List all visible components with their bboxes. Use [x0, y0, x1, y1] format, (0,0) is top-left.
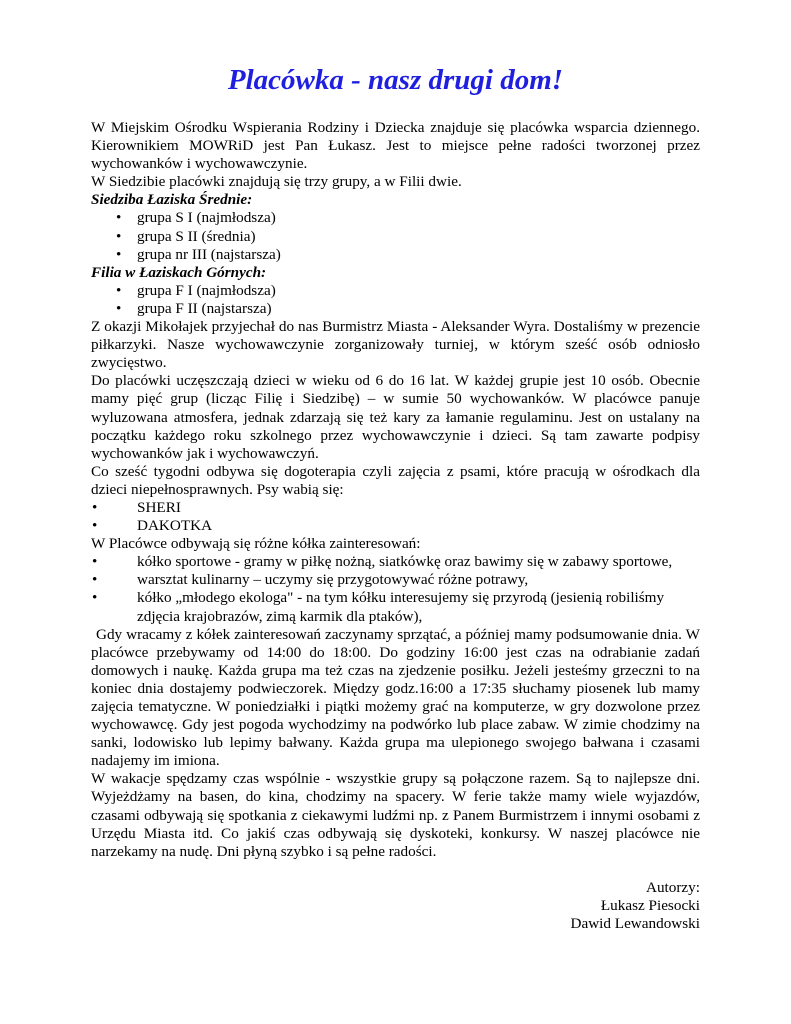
list-item: • grupa S II (średnia) — [91, 228, 700, 246]
dogoterapia-paragraph: Co sześć tygodni odbywa się dogoterapia czyli zajęcia z psami, które pracują w ośrodkach dla dzieci niepełnosprawnych. Psy wabią się: — [91, 462, 700, 498]
list-item: • warsztat kulinarny – uczymy się przygotowywać różne potrawy, — [91, 571, 700, 589]
children-paragraph: Do placówki uczęszczają dzieci w wieku od 6 do 16 lat. W każdej grupie jest 10 osób. Obecnie mamy pięć grup (licząc Filię i Siedzibę) – w sumie 50 wychowanków. W placówce panuje wyluzowana atmosfera, jednak zdarzają się też kary za łamanie regulaminu. Jest on ustalany na początku każdego roku szkolnego przez wychowawczynie i dzieci. Są tam zawarte podpisy wychowanków jak i wychowawczyń. — [91, 372, 700, 462]
daily-routine-paragraph: Gdy wracamy z kółek zainteresowań zaczynamy sprzątać, a później mamy podsumowanie dnia. W placówce przebywamy od 14:00 do 18:00. Do godziny 16:00 jest czas na odrabianie zadań domowych i naukę. Każda grupa ma też czas na zjedzenie posiłku. Jeżeli jesteśmy grzeczni to na koniec dnia dostajemy podwieczorek. Między godz.16:00 a 17:35 słuchamy piosenek lub mamy zajęcia tematyczne. W poniedziałki i piątki możemy grać na komputerze, w gry dozwolone przez wychowawcę. Gdy jest pogoda wychodzimy na podwórko lub place zabaw. W zimie chodzimy na sanki, lodowisko lub lepimy bałwany. Każda grupa ma ulepionego swojego bałwana i czasami nadajemy im imiona. — [91, 625, 700, 770]
authors-label: Autorzy: — [646, 878, 700, 896]
list-item: • kółko sportowe - gramy w piłkę nożną, siatkówkę oraz bawimy się w zabawy sportowe, — [91, 553, 700, 571]
dog-list — [91, 499, 700, 535]
article-body — [91, 119, 700, 933]
page-title: Placówka - nasz drugi dom! — [227, 64, 564, 96]
filia-group-list — [91, 282, 700, 318]
list-item: • grupa F I (najmłodsza) — [91, 282, 700, 300]
author-name: Dawid Lewandowski — [570, 915, 700, 933]
siedziba-heading: Siedziba Łaziska Średnie: — [91, 191, 253, 209]
authors-block — [91, 879, 700, 933]
groups-intro: W Siedzibie placówki znajdują się trzy grupy, a w Filii dwie. — [91, 173, 462, 191]
author-name: Łukasz Piesocki — [600, 896, 700, 914]
list-item: • grupa nr III (najstarsza) — [91, 246, 700, 264]
mikolajki-paragraph: Z okazji Mikołajek przyjechał do nas Burmistrz Miasta - Aleksander Wyra. Dostaliśmy w prezencie piłkarzyki. Nasze wychowawczynie zorganizowały turniej, w którym sześć osób odniosło zwycięstwo. — [91, 318, 700, 372]
siedziba-group-list — [91, 209, 700, 263]
list-item: • grupa S I (najmłodsza) — [91, 209, 700, 227]
clubs-intro: W Placówce odbywają się różne kółka zainteresowań: — [91, 535, 421, 553]
holidays-paragraph: W wakacje spędzamy czas wspólnie - wszystkie grupy są połączone razem. Są to najlepsze dni. Wyjeżdżamy na basen, do kina, chodzimy na spacery. W ferie także mamy wiele wyjazdów, czasami odbywają się spotkania z ciekawymi ludźmi np. z Panem Burmistrzem i innymi osobami z Urzędu Miasta itd. Co jakiś czas odbywają się dyskoteki, konkursy. W naszej placówce nie narzekamy na nudę. Dni płyną szybko i są pełne radości. — [91, 770, 700, 860]
filia-heading: Filia w Łaziskach Górnych: — [91, 263, 267, 281]
list-item: • grupa F II (najstarsza) — [91, 300, 700, 318]
clubs-list — [91, 553, 700, 625]
list-item: • DAKOTKA — [91, 517, 700, 535]
list-item: • kółko „młodego ekologa" - na tym kółku interesujemy się przyrodą (jesienią robiliśmy zdjęcia krajobrazów, zimą karmik dla ptaków), — [91, 589, 700, 625]
list-item: • SHERI — [91, 499, 700, 517]
intro-paragraph: W Miejskim Ośrodku Wspierania Rodziny i Dziecka znajduje się placówka wsparcia dziennego. Kierownikiem MOWRiD jest Pan Łukasz. Jest to miejsce pełne radości tworzonej przez wychowanków i wychowawczynie. — [91, 119, 700, 173]
